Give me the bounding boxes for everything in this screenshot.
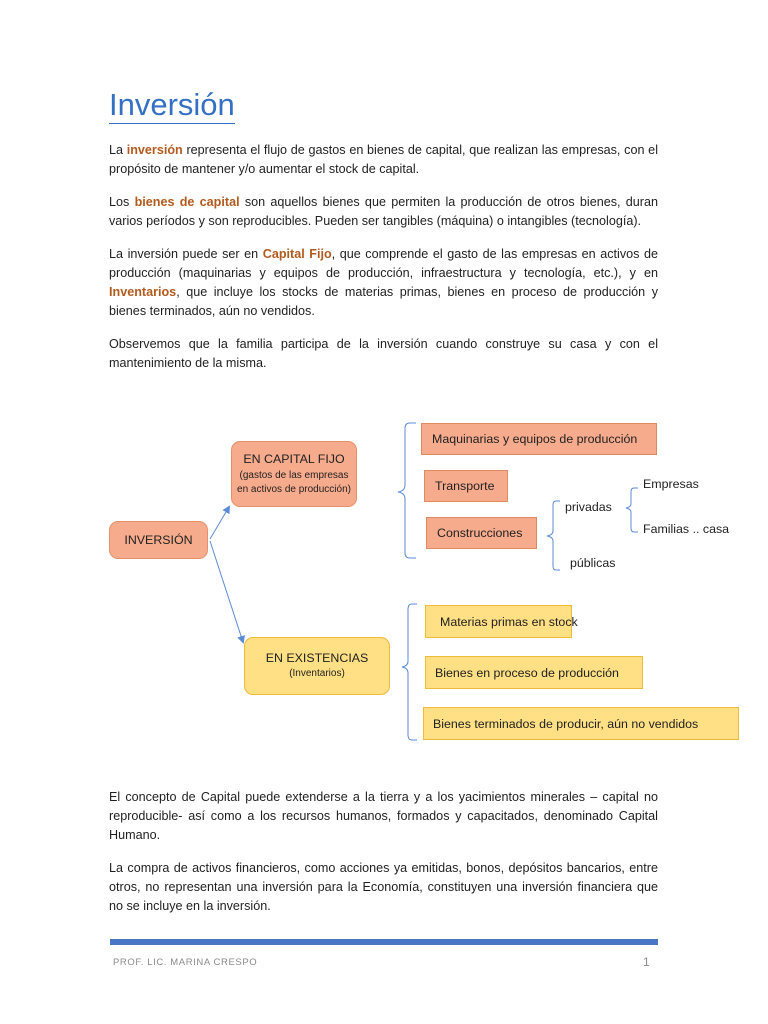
page-number: 1 — [643, 955, 650, 969]
arrow-to-capital-fijo — [210, 507, 229, 539]
keyword-capital-fijo: Capital Fijo — [262, 247, 332, 261]
text-run: , que comprende el gasto de las empresas en activos de producción (maquinarias y equipos de producción, infraestructura y tecnología, etc.), y en — [109, 247, 658, 280]
node-capital-fijo-title: EN CAPITAL FIJO — [243, 451, 345, 466]
keyword-bienes-de-capital: bienes de capital — [134, 195, 240, 209]
text-run: son aquellos bienes que permiten la producción de otros bienes, duran varios períodos y son reproducibles. Pueden ser tangibles (máquina) o intangibles (tecnología). — [109, 195, 658, 228]
arrow-to-existencias — [210, 541, 243, 642]
text-run: Los — [109, 195, 135, 209]
item-bienes-terminados: Bienes terminados de producir, aún no vendidos — [423, 707, 739, 740]
paragraph-capital-humano: El concepto de Capital puede extenderse a la tierra y a los yacimientos minerales – capital no reproducible- así como a los recursos humanos, formados y capacitados, denominado Capital Humano. — [109, 790, 658, 842]
brace-capital-fijo — [398, 423, 416, 558]
keyword-inversion: inversión — [126, 143, 183, 157]
item-bienes-en-proceso: Bienes en proceso de producción — [425, 656, 643, 689]
node-inversion: INVERSIÓN — [109, 521, 208, 559]
paragraph-activos-financieros: La compra de activos financieros, como acciones ya emitidas, bonos, depósitos bancarios, entre otros, no representan una inversión para la Economía, constituyen una inversión financiera que no se incluye en la inversión. — [109, 861, 658, 913]
node-existencias-title: EN EXISTENCIAS — [265, 651, 369, 665]
label-publicas: públicas — [570, 556, 616, 570]
brace-construcciones — [547, 501, 560, 570]
item-materias-primas: Materias primas en stock — [425, 605, 572, 638]
text-run: , que incluye los stocks de materias primas, bienes en proceso de producción y bienes terminados, aún no vendidos. — [109, 285, 658, 318]
text-run: representa el flujo de gastos en bienes de capital, que realizan las empresas, con el propósito de mantener y/o aumentar el stock de capital. — [109, 143, 658, 176]
label-empresas: Empresas — [643, 477, 699, 491]
item-maquinarias: Maquinarias y equipos de producción — [421, 423, 657, 455]
keyword-inventarios: Inventarios — [109, 285, 177, 299]
footer-divider — [110, 939, 658, 945]
footer-author: PROF. LIC. MARINA CRESPO — [113, 957, 258, 968]
label-familias: Familias .. casa — [643, 522, 730, 536]
text-run: La — [109, 143, 127, 157]
node-existencias-subtitle: (Inventarios) — [289, 668, 345, 679]
item-transporte: Transporte — [424, 470, 508, 502]
brace-privadas — [626, 488, 638, 532]
node-capital-fijo-subtitle: (gastos de las empresas en activos de producción) — [237, 469, 351, 495]
node-existencias — [244, 637, 390, 695]
label-privadas: privadas — [565, 500, 612, 514]
paragraph-familia: Observemos que la familia participa de la inversión cuando construye su casa y con el mantenimiento de la misma. — [109, 337, 658, 370]
text-run: La inversión puede ser en — [109, 247, 263, 261]
brace-existencias — [402, 604, 417, 740]
page-title: Inversión — [109, 87, 235, 122]
node-capital-fijo — [231, 441, 357, 507]
item-construcciones: Construcciones — [426, 517, 537, 549]
